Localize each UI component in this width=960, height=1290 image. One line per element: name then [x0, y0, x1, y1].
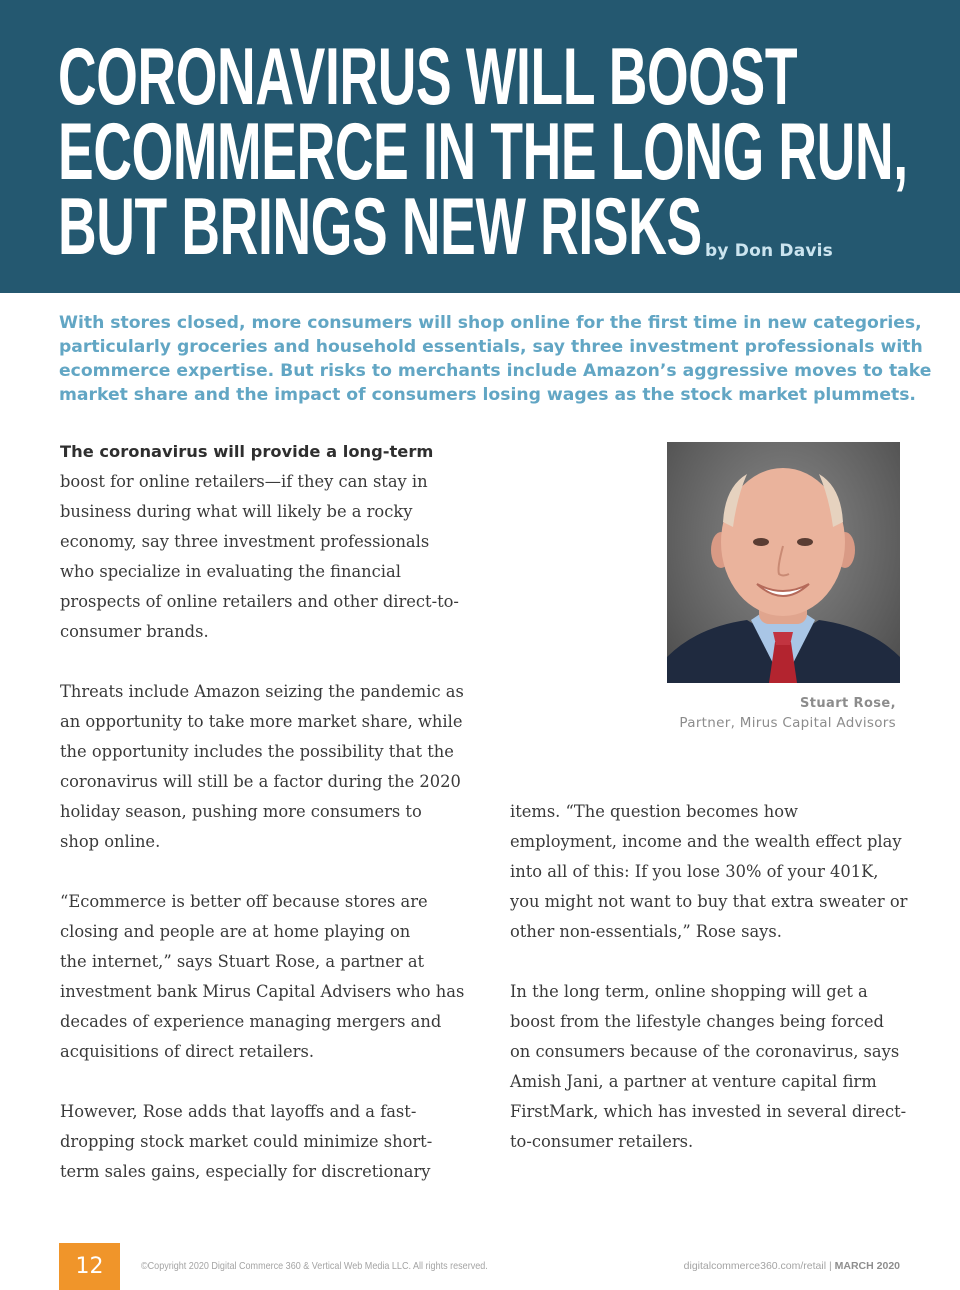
- body-line: holiday season, pushing more consumers to: [60, 802, 422, 821]
- body-line: to-consumer retailers.: [510, 1132, 694, 1151]
- body-line: Amish Jani, a partner at venture capital firm: [510, 1072, 877, 1091]
- body-line: investment bank Mirus Capital Advisers who has: [60, 982, 465, 1001]
- photo-caption-name: Stuart Rose,: [800, 696, 896, 711]
- body-line: an opportunity to take more market share, while: [60, 712, 463, 731]
- body-line: other non-essentials,” Rose says.: [510, 922, 782, 941]
- portrait-illustration: [667, 442, 900, 683]
- site-link[interactable]: digitalcommerce360.com/retail: [683, 1260, 827, 1272]
- body-line: into all of this: If you lose 30% of your 401K,: [510, 862, 879, 881]
- article-dek: [59, 311, 932, 407]
- body-line: shop online.: [60, 832, 161, 851]
- body-line: consumer brands.: [60, 622, 209, 641]
- right-column: [510, 797, 910, 1157]
- body-line: who specialize in evaluating the financial: [60, 562, 401, 581]
- photo-caption-role: Partner, Mirus Capital Advisors: [679, 715, 896, 731]
- left-column: [60, 437, 465, 1187]
- body-line: items. “The question becomes how: [510, 802, 798, 821]
- dek-line: market share and the impact of consumers losing wages as the stock market plummets.: [59, 385, 916, 405]
- dek-line: ecommerce expertise. But risks to merchants include Amazon’s aggressive moves to take: [59, 361, 932, 381]
- byline: by Don Davis: [705, 241, 833, 261]
- body-line: Threats include Amazon seizing the pandemic as: [60, 682, 464, 701]
- body-line: you might not want to buy that extra sweater or: [510, 892, 908, 911]
- body-line: the internet,” says Stuart Rose, a partner at: [60, 952, 425, 971]
- body-line: employment, income and the wealth effect play: [510, 832, 902, 851]
- body-line: coronavirus will still be a factor during the 2020: [60, 772, 461, 791]
- body-line: acquisitions of direct retailers.: [60, 1042, 314, 1061]
- issue-date: MARCH 2020: [834, 1260, 900, 1272]
- body-line: However, Rose adds that layoffs and a fast-: [60, 1102, 417, 1121]
- body-line: term sales gains, especially for discretionary: [60, 1162, 431, 1181]
- body-line: dropping stock market could minimize short-: [60, 1132, 433, 1151]
- body-line: economy, say three investment professionals: [60, 532, 430, 551]
- page-number-badge: 12: [59, 1243, 120, 1290]
- copyright-notice: ©Copyright 2020 Digital Commerce 360 & Vertical Web Media LLC. All rights reserved.: [141, 1260, 488, 1272]
- body-line: closing and people are at home playing on: [60, 922, 411, 941]
- body-line: boost from the lifestyle changes being forced: [510, 1012, 884, 1031]
- body-line: decades of experience managing mergers and: [60, 1012, 442, 1031]
- header-banner: [0, 0, 960, 293]
- body-line: boost for online retailers—if they can stay in: [60, 472, 428, 491]
- body-line: on consumers because of the coronavirus, says: [510, 1042, 900, 1061]
- body-line: “Ecommerce is better off because stores are: [60, 892, 428, 911]
- body-line: prospects of online retailers and other direct-to-: [60, 592, 459, 611]
- body-line: FirstMark, which has invested in several direct-: [510, 1102, 907, 1121]
- paragraph-gap: [510, 947, 910, 977]
- dek-line: With stores closed, more consumers will shop online for the first time in new categories,: [59, 313, 922, 333]
- body-line: In the long term, online shopping will get a: [510, 982, 868, 1001]
- body-line: the opportunity includes the possibility that the: [60, 742, 454, 761]
- body-line: business during what will likely be a rocky: [60, 502, 413, 521]
- footer-separator: |: [828, 1260, 832, 1272]
- title-line: CORONAVIRUS WILL BOOST: [58, 32, 798, 122]
- dek-line: particularly groceries and household essentials, say three investment professionals with: [59, 337, 923, 357]
- paragraph-gap: [60, 1067, 460, 1097]
- paragraph-gap: [60, 857, 460, 887]
- lead-in: The coronavirus will provide a long-term: [60, 442, 434, 461]
- footer-site-info: [600, 1260, 900, 1272]
- paragraph-gap: [60, 647, 460, 677]
- portrait-photo: [667, 442, 900, 683]
- title-line: ECOMMERCE IN THE LONG RUN,: [58, 107, 908, 197]
- title-line: BUT BRINGS NEW RISKS: [58, 182, 702, 272]
